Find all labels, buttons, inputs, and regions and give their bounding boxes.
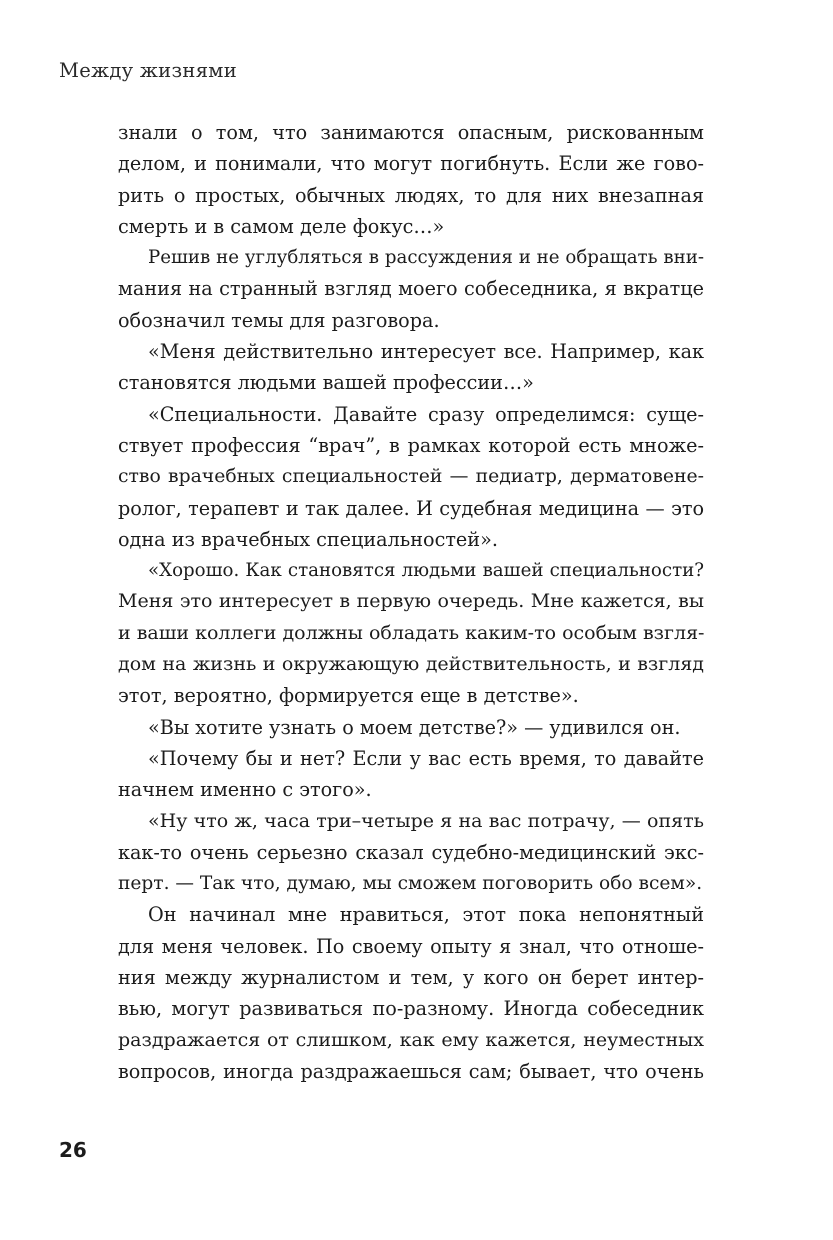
text-line: вопросов, иногда раздражаешься сам; бывает, что очень [118, 1059, 704, 1083]
text-line: «Меня действительно интересует все. Например, как [148, 340, 704, 364]
text-line: Меня это интересует в первую очередь. Мне кажется, вы [118, 590, 704, 613]
text-line: знали о том, что занимаются опасным, рискованным [118, 121, 704, 144]
text-line: ния между журналистом и тем, у кого он берет интер- [118, 966, 704, 990]
text-line: вью, могут развиваться по-разному. Иногда собеседник [118, 997, 704, 1021]
text-line: одна из врачебных специальностей». [118, 527, 498, 551]
text-line: «Специальности. Давайте сразу определимся: суще- [148, 402, 704, 426]
text-line: ство врачебных специальностей — педиатр, дерматовене- [118, 466, 704, 488]
running-header-title: Между жизнями [59, 59, 238, 82]
text-line: Решив не углубляться в рассуждения и не обращать вни- [148, 247, 704, 269]
text-line: Он начинал мне нравиться, этот пока непонятный [148, 903, 704, 927]
text-line: обозначил темы для разговора. [118, 308, 440, 332]
text-line: «Вы хотите узнать о моем детстве?» — удивился он. [148, 715, 681, 739]
text-line: ствует профессия “врач”, в рамках которой есть множе- [118, 433, 704, 457]
text-line: «Ну что ж, часа три–четыре я на вас потрачу, — опять [148, 809, 704, 832]
text-line: делом, и понимали, что могут погибнуть. Если же гово- [118, 152, 704, 176]
text-line: становятся людьми вашей профессии…» [118, 371, 534, 395]
text-line: рить о простых, обычных людях, то для них внезапная [118, 183, 704, 207]
text-line: как-то очень серьезно сказал судебно-медицинский экс- [118, 840, 704, 864]
text-line: смерть и в самом деле фокус…» [118, 214, 445, 238]
text-line: дом на жизнь и окружающую действительность, и взгляд [118, 653, 704, 676]
text-line: мания на странный взгляд моего собеседника, я вкратце [118, 277, 704, 301]
text-line: перт. — Так что, думаю, мы сможем поговорить обо всем». [118, 873, 703, 895]
body-text [118, 117, 704, 1087]
page-number: 26 [59, 1138, 87, 1162]
text-line: «Почему бы и нет? Если у вас есть время, то давайте [148, 746, 704, 770]
text-line: начнем именно с этого». [118, 778, 372, 802]
text-line: для меня человек. По своему опыту я знал, что отноше- [118, 934, 704, 958]
text-line: раздражается от слишком, как ему кажется, неуместных [118, 1028, 704, 1051]
text-line: этот, вероятно, формируется еще в детстве». [118, 684, 579, 708]
text-line: и ваши коллеги должны обладать каким-то особым взгля- [118, 621, 705, 644]
text-line: ролог, терапевт и так далее. И судебная медицина — это [118, 496, 704, 520]
text-line: «Хорошо. Как становятся людьми вашей специальности? [148, 560, 704, 582]
